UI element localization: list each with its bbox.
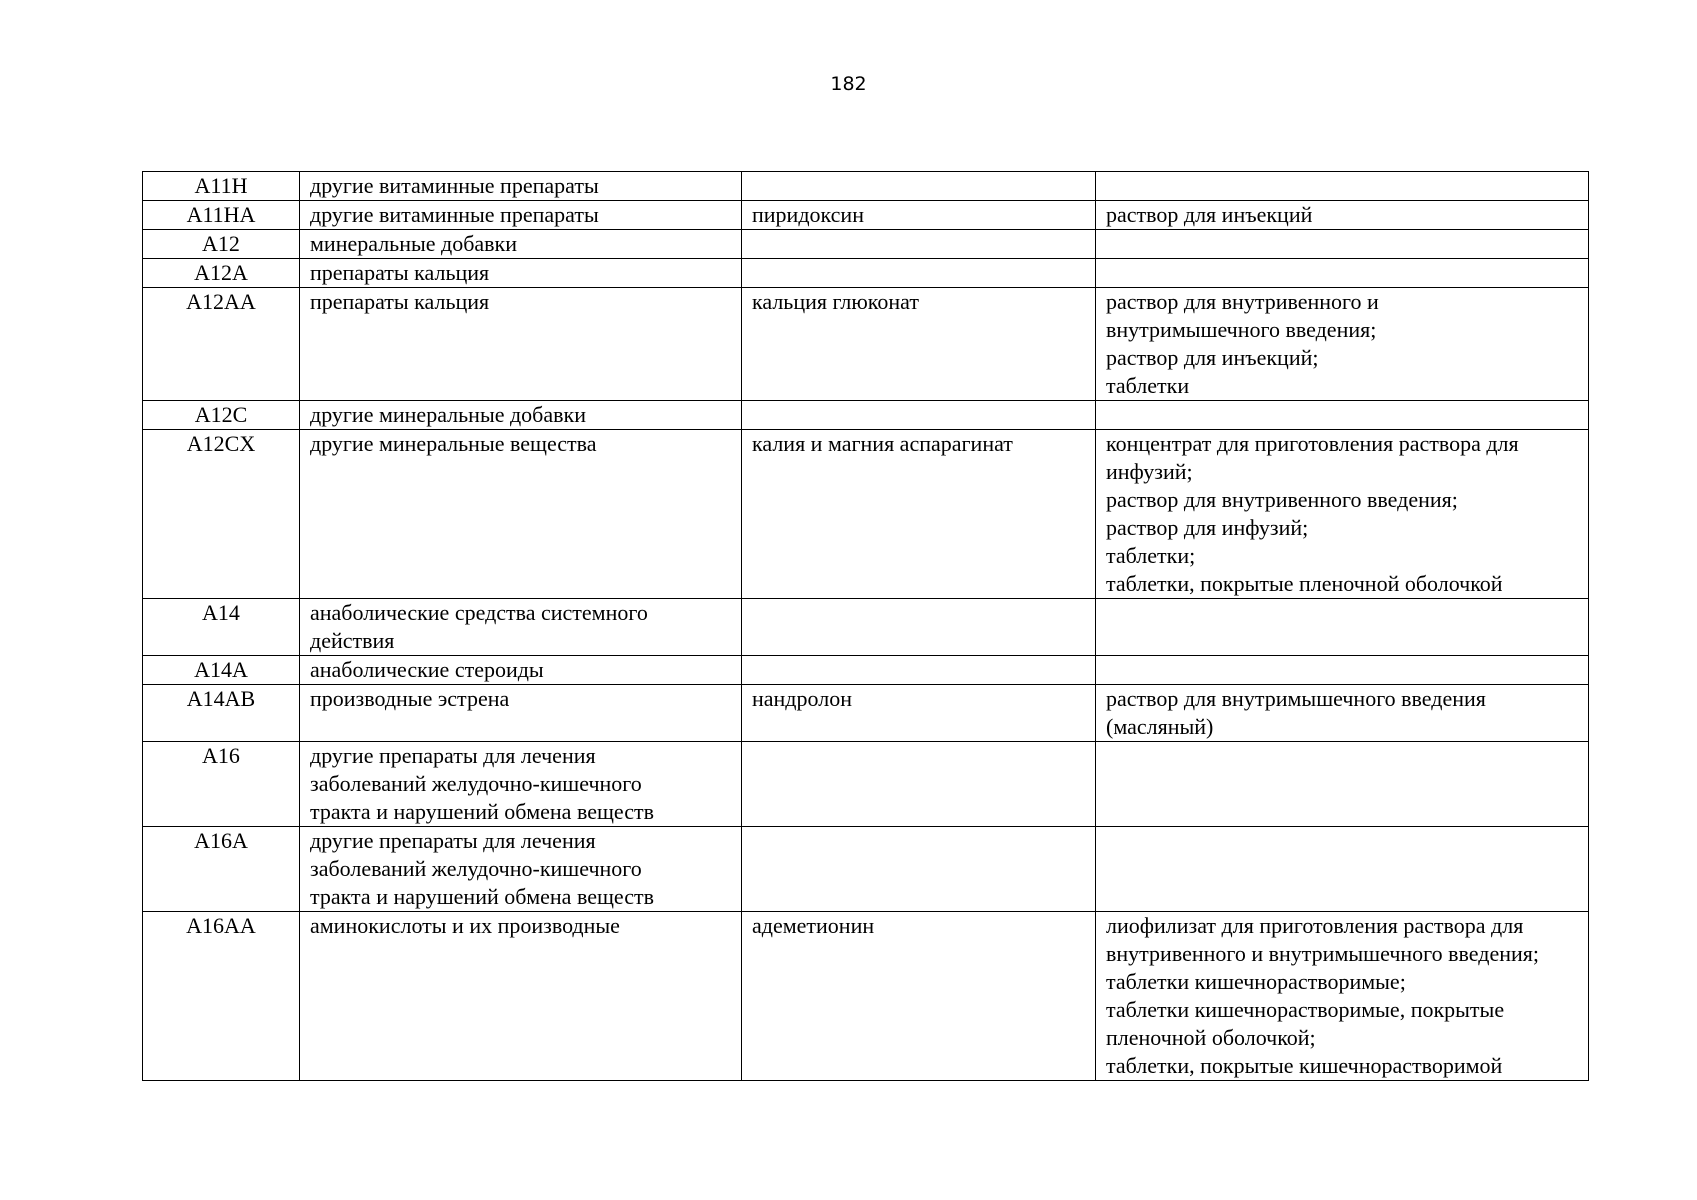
anatomical-therapeutic-group-cell: [300, 401, 742, 430]
table-row: [143, 912, 1589, 1081]
dosage-form-line: (масляный): [1106, 714, 1214, 739]
dosage-form-line: инфузий;: [1106, 459, 1193, 484]
dosage-form-line: раствор для инъекций;: [1106, 345, 1319, 370]
dosage-form-line: лиофилизат для приготовления раствора для: [1106, 913, 1524, 938]
anatomical-therapeutic-group-line: другие витаминные препараты: [310, 173, 599, 198]
atc-code: A14AB: [186, 686, 256, 711]
table-row: [143, 827, 1589, 912]
table-body: [143, 172, 1589, 1081]
dosage-form-line: концентрат для приготовления раствора для: [1106, 431, 1519, 456]
atc-code-cell: [143, 401, 300, 430]
drug-name-line: кальция глюконат: [752, 289, 919, 314]
table-row: [143, 259, 1589, 288]
atc-code-cell: [143, 656, 300, 685]
anatomical-therapeutic-group-line: тракта и нарушений обмена веществ: [310, 884, 654, 909]
anatomical-therapeutic-group-line: другие препараты для лечения: [310, 743, 596, 768]
dosage-form-cell: [1096, 685, 1589, 742]
dosage-form-line: раствор для инъекций: [1106, 202, 1313, 227]
table-row: [143, 685, 1589, 742]
table-row: [143, 742, 1589, 827]
anatomical-therapeutic-group-line: другие минеральные вещества: [310, 431, 597, 456]
dosage-form-line: раствор для внутримышечного введения: [1106, 686, 1486, 711]
atc-code-cell: [143, 742, 300, 827]
anatomical-therapeutic-group-line: препараты кальция: [310, 289, 490, 314]
table-row: [143, 401, 1589, 430]
dosage-form-line: таблетки кишечнорастворимые;: [1106, 969, 1406, 994]
drug-name-cell: [742, 288, 1096, 401]
table-row: [143, 201, 1589, 230]
dosage-form-line: таблетки, покрытые кишечнорастворимой: [1106, 1053, 1503, 1078]
dosage-form-line: внутривенного и внутримышечного введения;: [1106, 941, 1539, 966]
atc-code: A16: [202, 743, 240, 768]
dosage-form-cell: [1096, 656, 1589, 685]
dosage-form-line: таблетки;: [1106, 543, 1196, 568]
dosage-form-cell: [1096, 230, 1589, 259]
dosage-form-cell: [1096, 259, 1589, 288]
atc-code-cell: [143, 912, 300, 1081]
anatomical-therapeutic-group-cell: [300, 259, 742, 288]
anatomical-therapeutic-group-cell: [300, 912, 742, 1081]
drug-name-cell: [742, 742, 1096, 827]
anatomical-therapeutic-group-line: минеральные добавки: [310, 231, 518, 256]
drug-name-line: калия и магния аспарагинат: [752, 431, 1013, 456]
atc-code-cell: [143, 172, 300, 201]
anatomical-therapeutic-group-cell: [300, 430, 742, 599]
anatomical-therapeutic-group-line: действия: [310, 628, 395, 653]
drug-classification-table: [142, 171, 1589, 1081]
drug-name-line: нандролон: [752, 686, 852, 711]
dosage-form-cell: [1096, 401, 1589, 430]
anatomical-therapeutic-group-cell: [300, 827, 742, 912]
atc-code: A11HA: [186, 202, 256, 227]
drug-name-cell: [742, 430, 1096, 599]
anatomical-therapeutic-group-line: другие витаминные препараты: [310, 202, 599, 227]
dosage-form-cell: [1096, 201, 1589, 230]
drug-name-cell: [742, 599, 1096, 656]
atc-code-cell: [143, 201, 300, 230]
drug-name-cell: [742, 656, 1096, 685]
atc-code: A11H: [194, 173, 248, 198]
atc-code: A14A: [194, 657, 248, 682]
atc-code-cell: [143, 430, 300, 599]
atc-code: A12C: [194, 402, 248, 427]
anatomical-therapeutic-group-line: анаболические стероиды: [310, 657, 544, 682]
anatomical-therapeutic-group-line: производные эстрена: [310, 686, 510, 711]
anatomical-therapeutic-group-line: заболеваний желудочно-кишечного: [310, 856, 642, 881]
drug-name-cell: [742, 259, 1096, 288]
drug-name-line: адеметионин: [752, 913, 875, 938]
atc-code-cell: [143, 259, 300, 288]
dosage-form-cell: [1096, 288, 1589, 401]
atc-code-cell: [143, 288, 300, 401]
table-row: [143, 599, 1589, 656]
page-number: 182: [830, 73, 867, 95]
anatomical-therapeutic-group-line: препараты кальция: [310, 260, 490, 285]
anatomical-therapeutic-group-cell: [300, 201, 742, 230]
drug-name-cell: [742, 230, 1096, 259]
table-row: [143, 230, 1589, 259]
drug-name-cell: [742, 172, 1096, 201]
anatomical-therapeutic-group-cell: [300, 656, 742, 685]
anatomical-therapeutic-group-line: другие препараты для лечения: [310, 828, 596, 853]
drug-name-cell: [742, 685, 1096, 742]
table-row: [143, 288, 1589, 401]
anatomical-therapeutic-group-line: тракта и нарушений обмена веществ: [310, 799, 654, 824]
dosage-form-line: внутримышечного введения;: [1106, 317, 1377, 342]
dosage-form-line: таблетки: [1106, 373, 1190, 398]
dosage-form-line: раствор для внутривенного введения;: [1106, 487, 1458, 512]
atc-code: A12: [202, 231, 240, 256]
dosage-form-cell: [1096, 430, 1589, 599]
drug-name-cell: [742, 912, 1096, 1081]
anatomical-therapeutic-group-line: аминокислоты и их производные: [310, 913, 620, 938]
drug-name-cell: [742, 201, 1096, 230]
atc-code: A12CX: [186, 431, 256, 456]
atc-code-cell: [143, 827, 300, 912]
atc-code: A16A: [194, 828, 248, 853]
anatomical-therapeutic-group-cell: [300, 288, 742, 401]
drug-name-line: пиридоксин: [752, 202, 864, 227]
dosage-form-line: пленочной оболочкой;: [1106, 1025, 1316, 1050]
atc-code: A16AA: [186, 913, 256, 938]
atc-code: A12A: [194, 260, 248, 285]
table-row: [143, 172, 1589, 201]
anatomical-therapeutic-group-line: другие минеральные добавки: [310, 402, 586, 427]
dosage-form-cell: [1096, 827, 1589, 912]
table-row: [143, 430, 1589, 599]
drug-name-cell: [742, 401, 1096, 430]
atc-code-cell: [143, 685, 300, 742]
anatomical-therapeutic-group-cell: [300, 599, 742, 656]
anatomical-therapeutic-group-cell: [300, 742, 742, 827]
atc-code: A12AA: [186, 289, 256, 314]
dosage-form-cell: [1096, 172, 1589, 201]
atc-code-cell: [143, 599, 300, 656]
table-row: [143, 656, 1589, 685]
dosage-form-line: раствор для внутривенного и: [1106, 289, 1379, 314]
atc-code-cell: [143, 230, 300, 259]
dosage-form-cell: [1096, 912, 1589, 1081]
dosage-form-cell: [1096, 599, 1589, 656]
anatomical-therapeutic-group-cell: [300, 172, 742, 201]
dosage-form-line: таблетки кишечнорастворимые, покрытые: [1106, 997, 1505, 1022]
dosage-form-cell: [1096, 742, 1589, 827]
drug-name-cell: [742, 827, 1096, 912]
dosage-form-line: таблетки, покрытые пленочной оболочкой: [1106, 571, 1503, 596]
anatomical-therapeutic-group-cell: [300, 230, 742, 259]
anatomical-therapeutic-group-line: заболеваний желудочно-кишечного: [310, 771, 642, 796]
dosage-form-line: раствор для инфузий;: [1106, 515, 1309, 540]
anatomical-therapeutic-group-cell: [300, 685, 742, 742]
atc-code: A14: [202, 600, 240, 625]
anatomical-therapeutic-group-line: анаболические средства системного: [310, 600, 648, 625]
